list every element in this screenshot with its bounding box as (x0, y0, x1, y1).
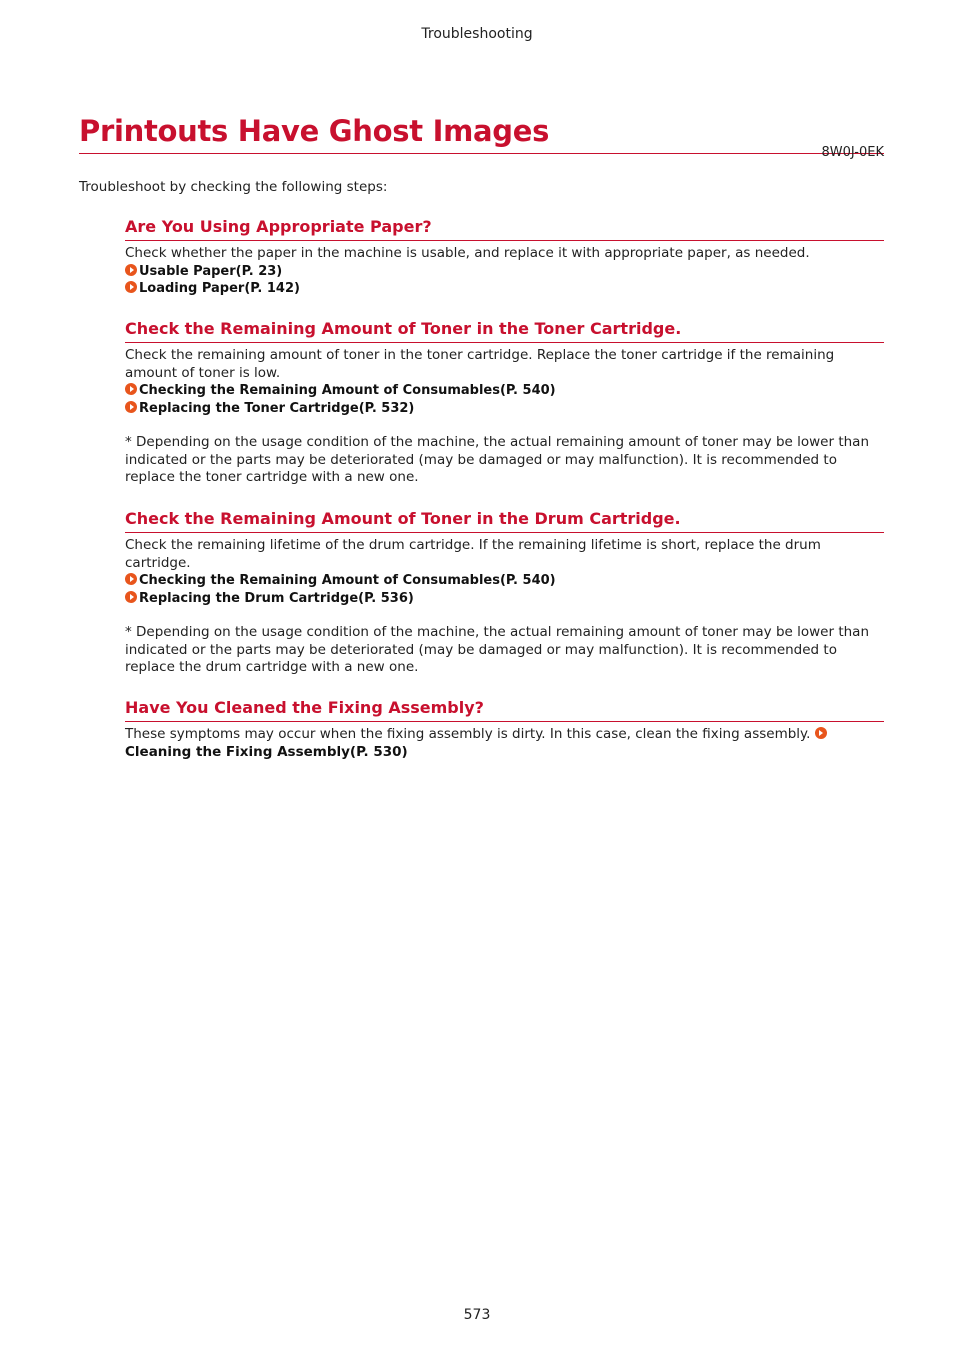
intro-text: Troubleshoot by checking the following steps: (79, 179, 388, 195)
page-number: 573 (463, 1307, 491, 1323)
arrow-circle-icon (125, 591, 137, 603)
arrow-circle-icon (815, 727, 827, 739)
section-body: These symptoms may occur when the fixing assembly is dirty. In this case, clean the fixing assembly. (125, 726, 811, 742)
section-toner-cartridge (125, 318, 884, 487)
section-body-with-link (125, 726, 884, 761)
section-heading: Have You Cleaned the Fixing Assembly? (125, 697, 884, 722)
document-id: 8W0J-0EK (821, 145, 884, 160)
section-body: Check whether the paper in the machine is usable, and replace it with appropriate paper, as needed. (125, 245, 810, 261)
section-fixing-assembly (125, 697, 884, 761)
arrow-circle-icon (125, 401, 137, 413)
section-body: Check the remaining amount of toner in the toner cartridge. Replace the toner cartridge if the remaining amount of toner is low. (125, 347, 835, 381)
section-body: Check the remaining lifetime of the drum cartridge. If the remaining lifetime is short, replace the drum cartridge. (125, 537, 821, 571)
arrow-circle-icon (125, 383, 137, 395)
link-replacing-drum[interactable]: Replacing the Drum Cartridge(P. 536) (125, 590, 884, 608)
section-note: * Depending on the usage condition of the machine, the actual remaining amount of toner may be lower than indicated or the parts may be deteriorated (may be damaged or may malfunction). It is recommended to replace the drum cartridge with a new one. (125, 624, 869, 675)
section-drum-cartridge (125, 508, 884, 677)
section-heading: Check the Remaining Amount of Toner in the Drum Cartridge. (125, 508, 884, 533)
link-checking-consumables[interactable]: Checking the Remaining Amount of Consumables(P. 540) (125, 382, 884, 400)
link-cleaning-fixing-assembly[interactable]: Cleaning the Fixing Assembly(P. 530) (125, 743, 408, 760)
link-checking-consumables[interactable]: Checking the Remaining Amount of Consumables(P. 540) (125, 572, 884, 590)
section-appropriate-paper (125, 216, 884, 298)
link-replacing-toner[interactable]: Replacing the Toner Cartridge(P. 532) (125, 400, 884, 418)
arrow-circle-icon (125, 573, 137, 585)
section-heading: Are You Using Appropriate Paper? (125, 216, 884, 241)
section-note: * Depending on the usage condition of the machine, the actual remaining amount of toner may be lower than indicated or the parts may be deteriorated (may be damaged or may malfunction). It is recommended to replace the toner cartridge with a new one. (125, 434, 869, 485)
arrow-circle-icon (125, 281, 137, 293)
running-header: Troubleshooting (421, 26, 533, 42)
page-title: Printouts Have Ghost Images (79, 113, 884, 154)
link-usable-paper[interactable]: Usable Paper(P. 23) (125, 263, 884, 281)
arrow-circle-icon (125, 264, 137, 276)
link-loading-paper[interactable]: Loading Paper(P. 142) (125, 280, 884, 298)
section-heading: Check the Remaining Amount of Toner in the Toner Cartridge. (125, 318, 884, 343)
